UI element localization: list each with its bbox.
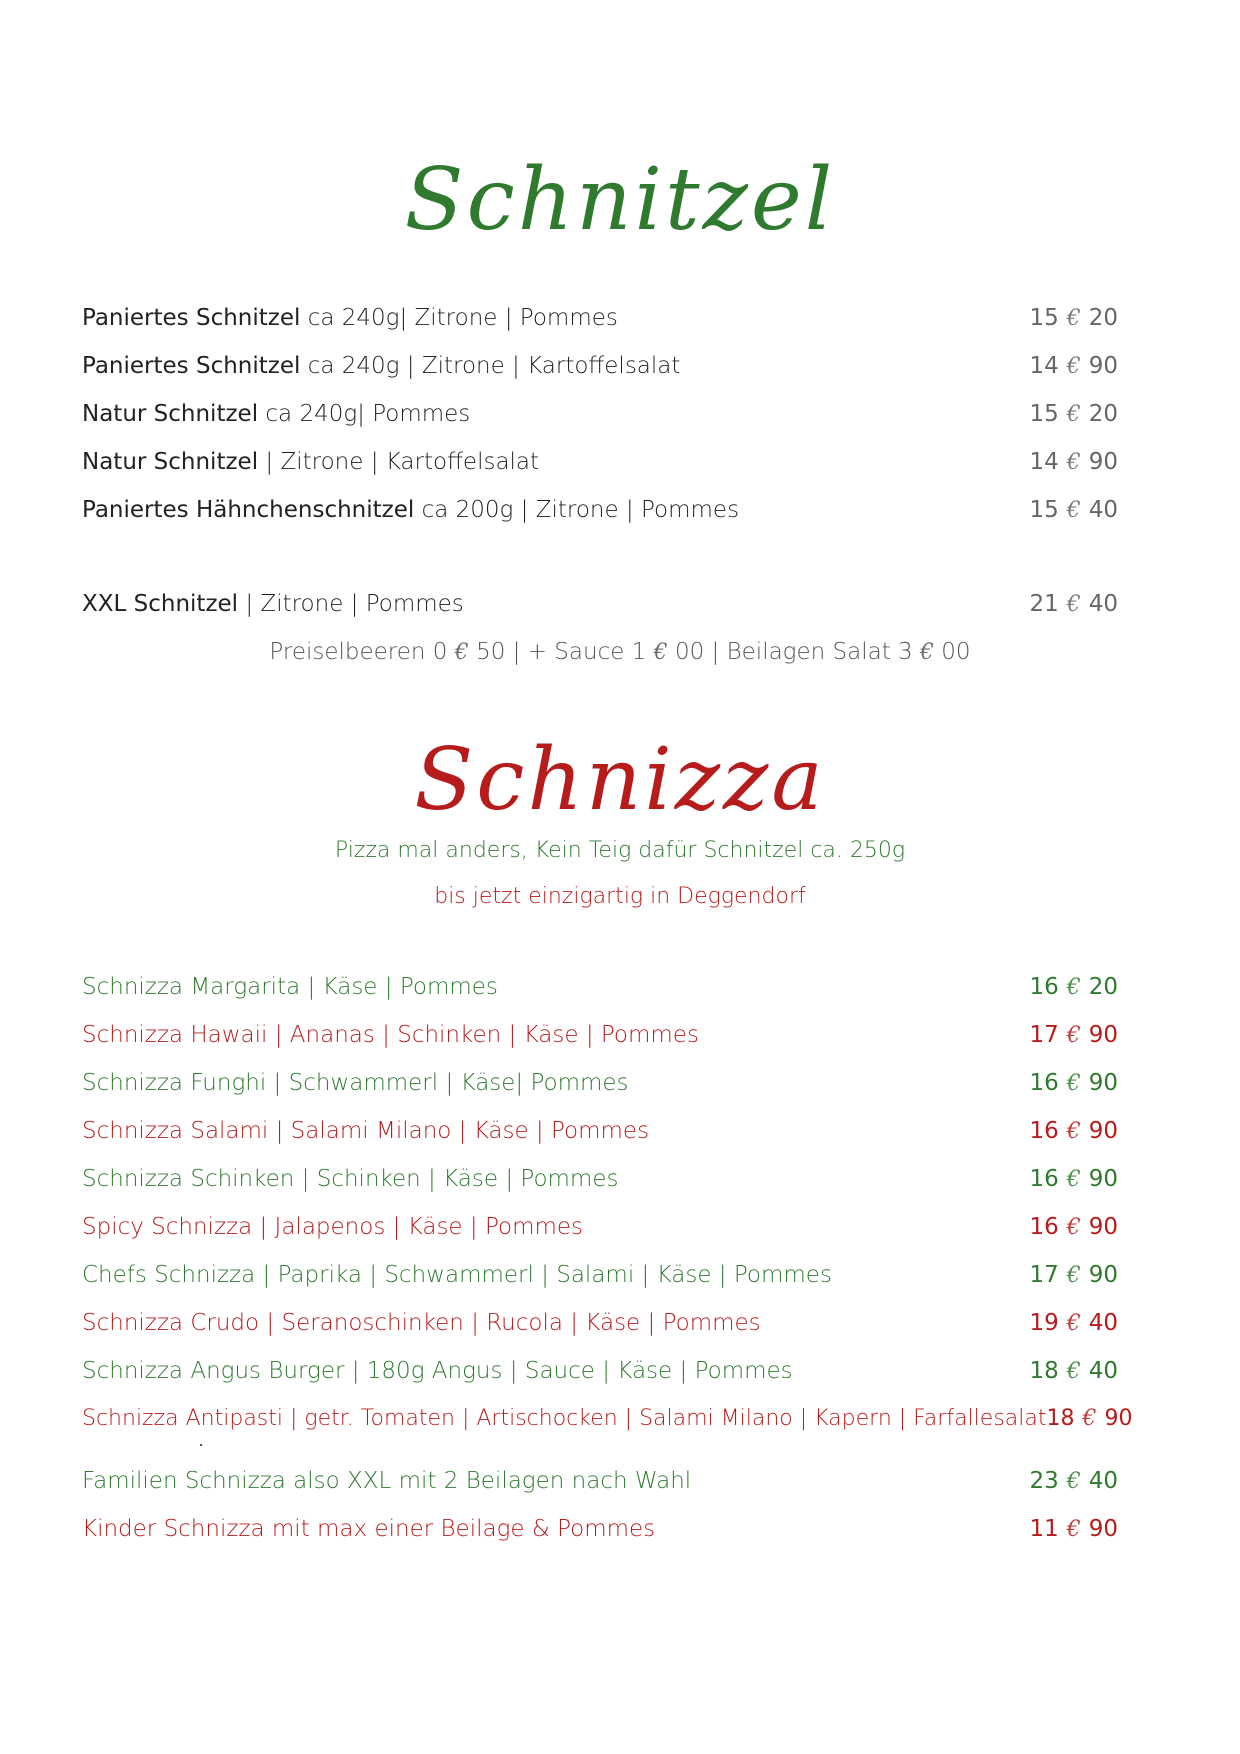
dish-description: ca 240g | Zitrone | Kartoffelsalat [300, 353, 681, 379]
item-name: Schnizza Funghi | Schwammerl | Käse| Pommes [82, 1070, 629, 1096]
item-name [82, 449, 539, 475]
euro-icon: € [1066, 1167, 1081, 1192]
price-euros: 15 [1029, 497, 1059, 523]
item-name: Schnizza Hawaii | Ananas | Schinken | Käse | Pommes [82, 1022, 699, 1048]
item-price [1029, 1358, 1118, 1384]
euro-icon: € [1082, 1406, 1097, 1431]
item-price [1029, 1070, 1118, 1096]
price-cents: 40 [1088, 1358, 1118, 1384]
price-cents: 20 [1088, 401, 1118, 427]
euro-icon: € [1066, 1263, 1081, 1288]
price-euros: 18 [1029, 1358, 1059, 1384]
euro-icon: € [1066, 306, 1081, 331]
list-item [82, 1516, 1118, 1550]
item-name: Schnizza Antipasti | getr. Tomaten | Artischocken | Salami Milano | Kapern | Farfallesalat [82, 1406, 1047, 1431]
list-item [82, 353, 1118, 387]
sauce-cents: 00 [674, 639, 705, 665]
euro-icon: € [1066, 450, 1081, 475]
price-euros: 16 [1029, 974, 1059, 1000]
schnizza-subtitle: Pizza mal anders, Kein Teig dafür Schnitzel ca. 250g [334, 838, 906, 863]
item-name: Familien Schnizza also XXL mit 2 Beilagen nach Wahl [82, 1468, 692, 1494]
sauce-label: | + Sauce 1 [505, 639, 647, 665]
price-euros: 19 [1029, 1310, 1059, 1336]
stray-dot [200, 1444, 202, 1446]
schnizza-heading: Schnizza [414, 730, 826, 830]
dish-description: ca 240g| Pommes [258, 401, 471, 427]
euro-icon: € [454, 640, 469, 665]
list-item [82, 1468, 1118, 1502]
price-euros: 15 [1029, 305, 1059, 331]
list-item [82, 1262, 1118, 1296]
price-cents: 90 [1088, 1022, 1118, 1048]
dish-description: ca 240g| Zitrone | Pommes [300, 305, 618, 331]
item-price [1029, 353, 1118, 379]
preiselbeeren-cents: 50 [476, 639, 506, 665]
schnitzel-heading: Schnitzel [404, 150, 836, 250]
dish-name: Paniertes Schnitzel [82, 353, 301, 379]
list-item [82, 974, 1118, 1008]
euro-icon: € [1066, 975, 1081, 1000]
item-price [1029, 1516, 1118, 1542]
item-name [82, 591, 464, 617]
euro-icon: € [1066, 1215, 1081, 1240]
list-item [82, 1214, 1118, 1248]
list-item [82, 497, 1118, 531]
item-price [1029, 1118, 1118, 1144]
list-item [82, 1310, 1118, 1344]
item-price [1029, 497, 1118, 523]
item-name [82, 353, 680, 379]
preiselbeeren-label: Preiselbeeren 0 [269, 639, 448, 665]
item-name [82, 401, 470, 427]
price-euros: 17 [1029, 1262, 1059, 1288]
price-cents: 90 [1088, 1070, 1118, 1096]
list-item [82, 1022, 1118, 1056]
euro-icon: € [1066, 1119, 1081, 1144]
list-item [82, 401, 1118, 435]
list-item-xxl [82, 591, 1118, 625]
schnizza-tagline: bis jetzt einzigartig in Deggendorf [434, 884, 806, 909]
item-price [1029, 449, 1118, 475]
item-price [1029, 591, 1118, 617]
list-item [82, 449, 1118, 483]
price-euros: 16 [1029, 1070, 1059, 1096]
price-euros: 15 [1029, 401, 1059, 427]
price-cents: 20 [1088, 305, 1118, 331]
item-price [1046, 1406, 1132, 1431]
item-price [1029, 401, 1118, 427]
list-item [82, 1406, 1133, 1440]
price-euros: 16 [1029, 1118, 1059, 1144]
item-price [1029, 1214, 1118, 1240]
item-name: Kinder Schnizza mit max einer Beilage & Pommes [82, 1516, 656, 1542]
dish-name: Paniertes Schnitzel [82, 305, 301, 331]
item-name: Chefs Schnizza | Paprika | Schwammerl | Salami | Käse | Pommes [82, 1262, 832, 1288]
price-cents: 90 [1088, 1118, 1118, 1144]
salat-cents: 00 [941, 639, 971, 665]
price-cents: 40 [1088, 497, 1118, 523]
euro-icon: € [1066, 1469, 1081, 1494]
salat-label: | Beilagen Salat 3 [704, 639, 913, 665]
list-item [82, 1358, 1118, 1392]
price-euros: 21 [1029, 591, 1059, 617]
dish-description: | Zitrone | Kartoffelsalat [258, 449, 540, 475]
item-name: Schnizza Crudo | Seranoschinken | Rucola | Käse | Pommes [82, 1310, 761, 1336]
price-cents: 90 [1088, 1516, 1118, 1542]
price-euros: 14 [1029, 353, 1059, 379]
euro-icon: € [1066, 1023, 1081, 1048]
item-name: Schnizza Angus Burger | 180g Angus | Sauce | Käse | Pommes [82, 1358, 793, 1384]
dish-name: Natur Schnitzel [82, 401, 259, 427]
price-cents: 90 [1104, 1406, 1133, 1431]
list-item [82, 1118, 1118, 1152]
euro-icon: € [1066, 354, 1081, 379]
item-price [1029, 1310, 1118, 1336]
price-cents: 40 [1088, 1310, 1118, 1336]
item-name: Schnizza Schinken | Schinken | Käse | Pommes [82, 1166, 619, 1192]
euro-icon: € [1066, 498, 1081, 523]
item-name: Schnizza Salami | Salami Milano | Käse | Pommes [82, 1118, 650, 1144]
price-euros: 16 [1029, 1166, 1059, 1192]
price-cents: 90 [1088, 1214, 1118, 1240]
item-name: Spicy Schnizza | Jalapenos | Käse | Pommes [82, 1214, 584, 1240]
dish-name: Natur Schnitzel [82, 449, 259, 475]
price-cents: 20 [1088, 974, 1118, 1000]
price-euros: 23 [1029, 1468, 1059, 1494]
price-euros: 17 [1029, 1022, 1059, 1048]
price-euros: 16 [1029, 1214, 1059, 1240]
extras-note [0, 639, 1240, 665]
item-price [1029, 974, 1118, 1000]
euro-icon: € [1066, 402, 1081, 427]
item-price [1029, 305, 1118, 331]
item-name: Schnizza Margarita | Käse | Pommes [82, 974, 498, 1000]
item-name [82, 305, 618, 331]
euro-icon: € [1066, 1359, 1081, 1384]
dish-description: | Zitrone | Pommes [238, 591, 464, 617]
list-item [82, 305, 1118, 339]
euro-icon: € [1066, 1517, 1081, 1542]
dish-name: Paniertes Hähnchenschnitzel [82, 497, 415, 523]
dish-name: XXL Schnitzel [82, 591, 239, 617]
euro-icon: € [1066, 1311, 1081, 1336]
price-euros: 11 [1029, 1516, 1059, 1542]
price-euros: 18 [1046, 1406, 1075, 1431]
item-name [82, 497, 739, 523]
price-cents: 40 [1088, 591, 1118, 617]
item-price [1029, 1262, 1118, 1288]
item-price [1029, 1166, 1118, 1192]
euro-icon: € [1066, 592, 1081, 617]
price-cents: 90 [1088, 1262, 1118, 1288]
list-item [82, 1166, 1118, 1200]
item-price [1029, 1468, 1118, 1494]
dish-description: ca 200g | Zitrone | Pommes [414, 497, 740, 523]
euro-icon: € [919, 640, 934, 665]
price-cents: 40 [1088, 1468, 1118, 1494]
euro-icon: € [653, 640, 668, 665]
euro-icon: € [1066, 1071, 1081, 1096]
price-euros: 14 [1029, 449, 1059, 475]
price-cents: 90 [1088, 449, 1118, 475]
item-price [1029, 1022, 1118, 1048]
list-item [82, 1070, 1118, 1104]
price-cents: 90 [1088, 1166, 1118, 1192]
price-cents: 90 [1088, 353, 1118, 379]
